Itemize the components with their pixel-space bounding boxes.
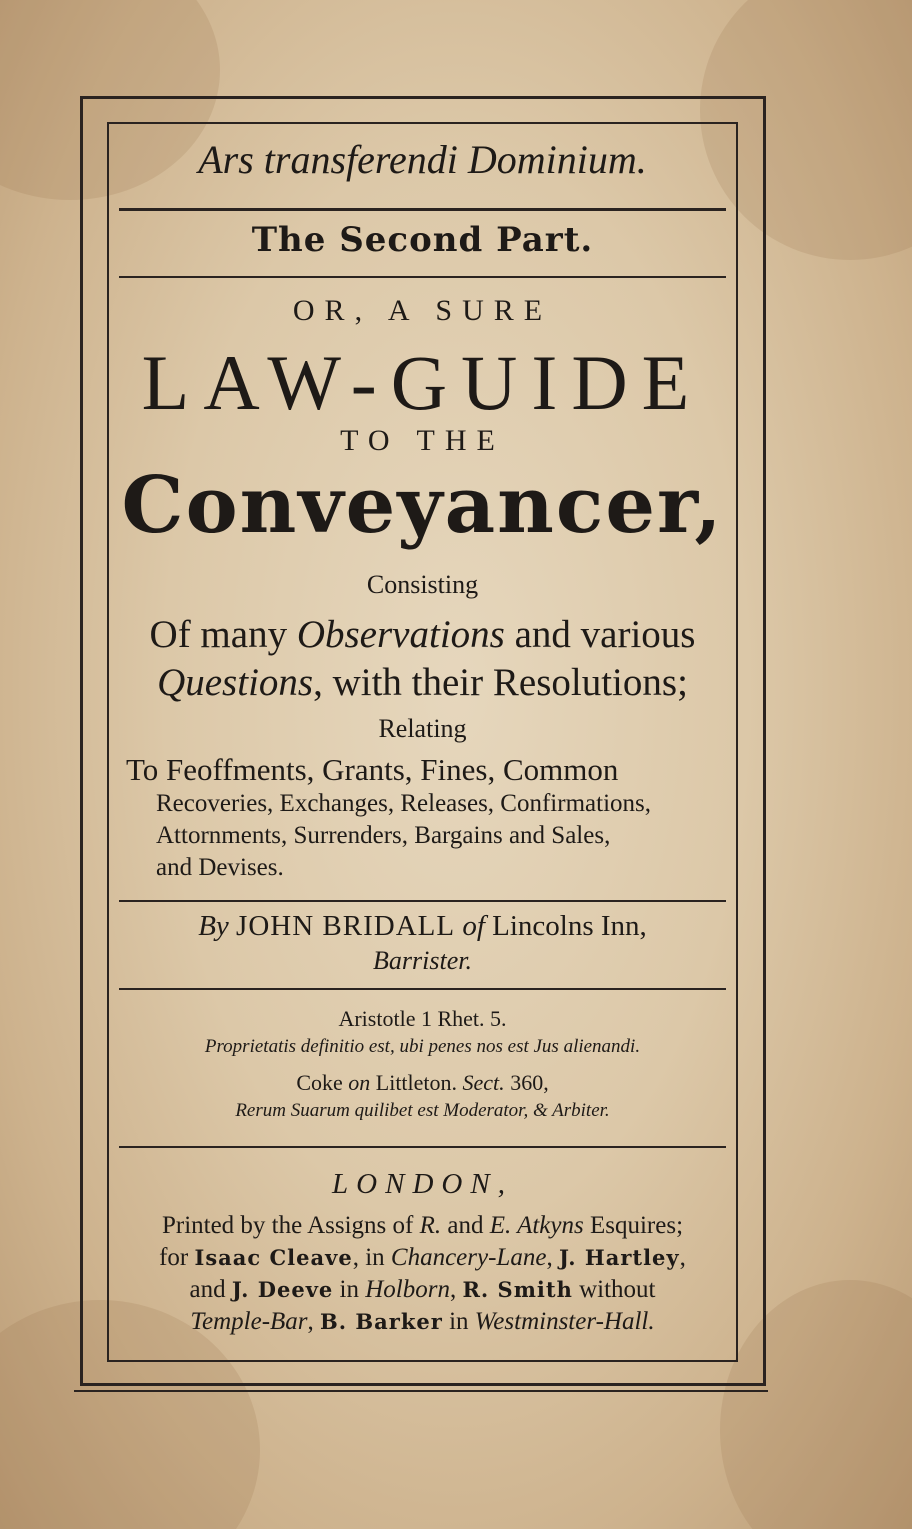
text-span: , (679, 1244, 686, 1271)
text-span: for (159, 1244, 195, 1271)
text-span: Lincolns Inn, (492, 910, 647, 942)
text-span: , (546, 1244, 559, 1271)
title-or-a-sure: OR, A SURE (292, 294, 553, 327)
text-span: Littleton. (370, 1070, 463, 1095)
consisting-line-1 (107, 612, 738, 657)
text-span: in (333, 1276, 366, 1303)
text-span: on (348, 1070, 371, 1095)
text-span: and various (504, 613, 696, 656)
text-span: Westminster-Hall. (474, 1308, 655, 1335)
imprint-line-2 (107, 1244, 738, 1272)
text-span: B. Barker (320, 1309, 443, 1334)
imprint-line-3 (107, 1276, 738, 1304)
text-span: Esquires; (583, 1212, 684, 1239)
consisting-line-2 (107, 660, 738, 705)
text-span: Temple-Bar (190, 1308, 308, 1335)
imprint-line-1 (107, 1212, 738, 1240)
text-span: R. (419, 1212, 442, 1239)
bottom-rule (74, 1390, 768, 1392)
text-span: Of many (149, 613, 297, 656)
author-name: JOHN BRIDALL (236, 910, 456, 942)
imprint-rule (119, 1146, 726, 1148)
imprint-line-4 (107, 1308, 738, 1336)
text-span: , (449, 1276, 463, 1303)
author-title: Barrister. (373, 946, 472, 975)
relating-line-1: To Feoffments, Grants, Fines, Common (126, 752, 619, 787)
text-span: , in (352, 1244, 391, 1271)
text-span: 360, (504, 1070, 549, 1095)
relating-line-3: Attornments, Surrenders, Bargains and Sales, (156, 822, 611, 849)
text-span: E. Atkyns (489, 1212, 584, 1239)
relating-line-4: and Devises. (156, 854, 284, 881)
text-span: without (572, 1276, 656, 1303)
author-rule-bottom (119, 988, 726, 990)
text-span: in (442, 1308, 475, 1335)
imprint-city: LONDON, (332, 1168, 513, 1200)
quote-1-text: Proprietatis definitio est, ubi penes nos est Jus alienandi. (204, 1036, 641, 1057)
relating-label: Relating (378, 714, 467, 743)
author-rule-top (119, 900, 726, 902)
text-span: and (441, 1212, 490, 1239)
part-heading: The Second Part. (251, 220, 594, 260)
text-span: , (307, 1308, 321, 1335)
text-span: Questions (157, 661, 314, 704)
author-line (107, 910, 738, 943)
text-span: By (198, 910, 229, 942)
text-span: J. Hartley (558, 1245, 680, 1270)
title-lawguide: LAW-GUIDE (141, 339, 704, 426)
relating-line-2: Recoveries, Exchanges, Releases, Confirmations, (156, 790, 651, 817)
latin-title: Ars transferendi Dominium. (198, 137, 647, 182)
text-span: of (462, 910, 485, 942)
part-rule (119, 276, 726, 278)
text-span: Sect. (462, 1070, 505, 1095)
header-rule (119, 208, 726, 211)
text-span: Holborn (365, 1276, 450, 1303)
text-span: and (189, 1276, 232, 1303)
text-span: Isaac Cleave (194, 1245, 353, 1270)
text-span: , with their Resolutions; (313, 661, 688, 704)
title-to-the: TO THE (340, 424, 505, 457)
text-span: Observations (296, 613, 505, 656)
consisting-label: Consisting (366, 570, 479, 599)
text-span: J. Deeve (231, 1277, 334, 1302)
text-span: Chancery-Lane (390, 1244, 547, 1271)
quote-1-ref: Aristotle 1 Rhet. 5. (338, 1006, 507, 1031)
text-span: R. Smith (462, 1277, 573, 1302)
text-span: Printed by the Assigns of (161, 1212, 420, 1239)
text-span: Coke (296, 1070, 349, 1095)
quote-2-text: Rerum Suarum quilibet est Moderator, & Arbiter. (235, 1100, 610, 1121)
quote-2-ref (107, 1070, 738, 1096)
title-conveyancer: Conveyancer, (121, 460, 724, 551)
